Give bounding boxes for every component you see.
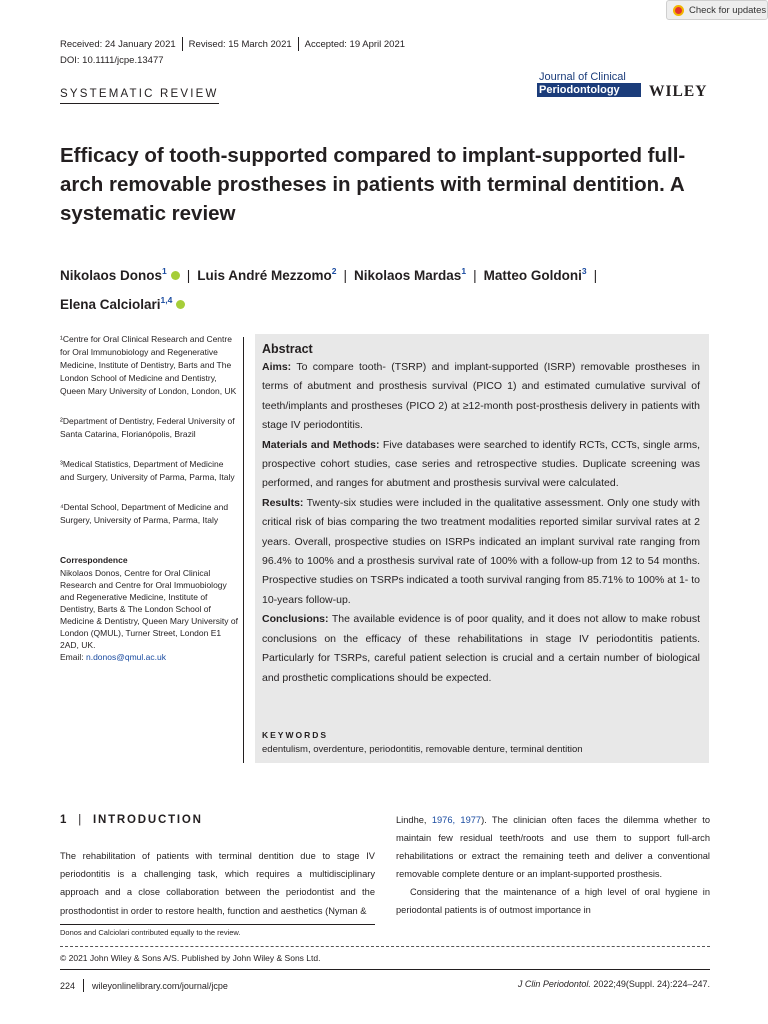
- affiliation: ²Department of Dentistry, Federal University of Santa Catarina, Florianópolis, Brazil: [60, 416, 235, 439]
- received-date: Received: 24 January 2021: [60, 38, 176, 50]
- author-affiliation-ref: 2: [331, 266, 337, 276]
- section-heading: 1 | INTRODUCTION: [60, 814, 203, 826]
- citation-link[interactable]: 1976, 1977: [431, 815, 482, 825]
- correspondence-heading: Correspondence: [60, 555, 128, 565]
- author-name[interactable]: Luis André Mezzomo: [197, 268, 332, 283]
- journal-abbreviation: J Clin Periodontol.: [517, 979, 591, 989]
- journal-url[interactable]: wileyonlinelibrary.com/journal/jcpe: [92, 980, 228, 991]
- author-name[interactable]: Matteo Goldoni: [483, 268, 582, 283]
- column-divider: [243, 337, 244, 763]
- keywords: edentulism, overdenture, periodontitis, removable denture, terminal dentition: [262, 744, 583, 755]
- author-affiliation-ref: 1,4: [160, 295, 173, 305]
- email-link[interactable]: n.donos@qmul.ac.uk: [85, 652, 166, 662]
- journal-logo-line1: Journal of Clinical: [537, 71, 641, 83]
- author-affiliation-ref: 3: [581, 266, 587, 276]
- affiliation: ³Medical Statistics, Department of Medicine and Surgery, University of Parma, Parma, Italy: [60, 459, 235, 482]
- footnote-rule: [60, 924, 375, 925]
- keywords-heading: KEYWORDS: [262, 730, 329, 740]
- footer-rule: [60, 969, 710, 970]
- author-name[interactable]: Nikolaos Donos: [60, 268, 163, 283]
- affiliation: ¹Centre for Oral Clinical Research and Centre for Oral Immunobiology and Regenerative Medicine, Institute of Dentistry, Barts and The London School of Medicine and Dentistry, Queen Mary University of London, London, UK: [60, 334, 237, 396]
- affiliation: ⁴Dental School, Department of Medicine and Surgery, University of Parma, Parma, Italy: [60, 502, 229, 525]
- author-affiliation-ref: 1: [461, 266, 467, 276]
- divider: [83, 979, 84, 992]
- correspondence-text: [60, 567, 238, 663]
- abstract-results: Results: Twenty-six studies were included in the qualitative assessment. Only one study with critical risk of bias comparing the two treatment modalities reported similar survival rates at 2 years. Overall, prospective studies on ISRPs indicated an implant survival rate ranging from 96.4% to 100% and a prosthesis survival rate of 100% with a follow-up from 12 to 54 months. Prospective studies on TSRPs indicated a tooth survival ranging from 85.71% to 100% at 1- to 10-years follow-up.: [262, 496, 700, 606]
- check-for-updates-label: Check for updates: [689, 4, 767, 16]
- intro-paragraph: Considering that the maintenance of a high level of oral hygiene in periodontal patients is of outmost importance in: [396, 887, 710, 916]
- author-name[interactable]: Elena Calciolari: [60, 297, 161, 312]
- journal-citation: J Clin Periodontol. 2022;49(Suppl. 24):224–247.: [517, 979, 710, 989]
- page-footer: [60, 979, 228, 992]
- abstract-heading: Abstract: [262, 342, 313, 356]
- page-number: 224: [60, 980, 76, 991]
- revised-date: Revised: 15 March 2021: [188, 38, 292, 50]
- author-list: Nikolaos Donos$^1$ | Luis André Mezzomo$^2$ | Nikolaos Mardas$^1$ | Matteo Goldoni$^3$ | Elena Calciolari$^{1,4}$: [60, 266, 598, 312]
- orcid-icon[interactable]: [176, 300, 185, 309]
- divider: [298, 37, 299, 51]
- accepted-date: Accepted: 19 April 2021: [304, 38, 406, 50]
- divider: [182, 37, 183, 51]
- crossmark-icon: [673, 5, 684, 16]
- author-name[interactable]: Nikolaos Mardas: [354, 268, 462, 283]
- section-title: INTRODUCTION: [93, 814, 203, 826]
- article-type: SYSTEMATIC REVIEW: [60, 88, 219, 104]
- email-label: Email:: [60, 652, 86, 662]
- author-affiliation-ref: 1: [162, 266, 167, 276]
- article-dates: [60, 37, 405, 51]
- doi[interactable]: DOI: 10.1111/jcpe.13477: [60, 55, 164, 66]
- abstract-conclusions: Conclusions: The available evidence is of poor quality, and it does not allow to make robust conclusions on the efficacy of these rehabilitations in stage IV periodontitis patients. Particularly for TSRPs, careful patient selection is crucial and a certain number of biological and prosthetic complications should be expected.: [262, 613, 700, 684]
- publisher-logo: WILEY: [649, 83, 708, 100]
- article-title: Efficacy of tooth-supported compared to implant-supported full-arch removable prostheses in patients with terminal dentition. A systematic review: [60, 144, 686, 225]
- section-number: 1: [60, 814, 69, 826]
- copyright: © 2021 John Wiley & Sons A/S. Published by John Wiley & Sons Ltd.: [60, 953, 321, 963]
- dashed-rule: [60, 946, 710, 947]
- intro-column-1: The rehabilitation of patients with terminal dentition due to stage IV periodontitis is a challenging task, which requires a multidisciplinary approach and a close collaboration between the periodontist and the prosthodontist in order to restore health, function and aesthetics (Nyman &: [60, 851, 375, 916]
- abstract-aims: Aims: To compare tooth- (TSRP) and implant-supported (ISRP) removable prostheses in terms of abutment and prosthesis survival (PICO 1) and estimated cumulative survival of teeth/implants and prostheses (PICO 2) at ≥12-month post-prosthesis delivery in patients with stage IV periodontitis.: [262, 361, 700, 432]
- journal-logo-line2: Periodontology: [537, 83, 641, 97]
- journal-logo: [537, 71, 641, 99]
- orcid-icon[interactable]: [171, 271, 180, 280]
- abstract-methods: Materials and Methods: Five databases were searched to identify RCTs, CCTs, single arms, prospective cohort studies, case series and retrospective studies. Duplicate screening was performed, and ranges for abutment and prosthesis survival were calculated.: [262, 438, 701, 490]
- correspondence-address: Nikolaos Donos, Centre for Oral Clinical Research and Centre for Oral Immuobiology and Regenerative Medicine, Institute of Dentistry, Barts & The London School of Medicine & Dentistry, Queen Mary University of London (QMUL), Turner Street, London E1 2AD, UK.: [60, 568, 238, 650]
- abstract-body: [262, 358, 700, 688]
- intro-column-2: Lindhe, 1976, 1977). The clinician often faces the dilemma whether to maintain few residual teeth/roots and use them to support full-arch rehabilitations or extract the remaining teeth and deliver a conventional removable complete denture or an implant-supported prosthesis. Considering that the maintenance of a high level of oral hygiene in periodontal patients is of outmost importance in: [396, 811, 710, 920]
- footnote: Donos and Calciolari contributed equally to the review.: [60, 928, 241, 937]
- check-for-updates-button[interactable]: [666, 0, 768, 20]
